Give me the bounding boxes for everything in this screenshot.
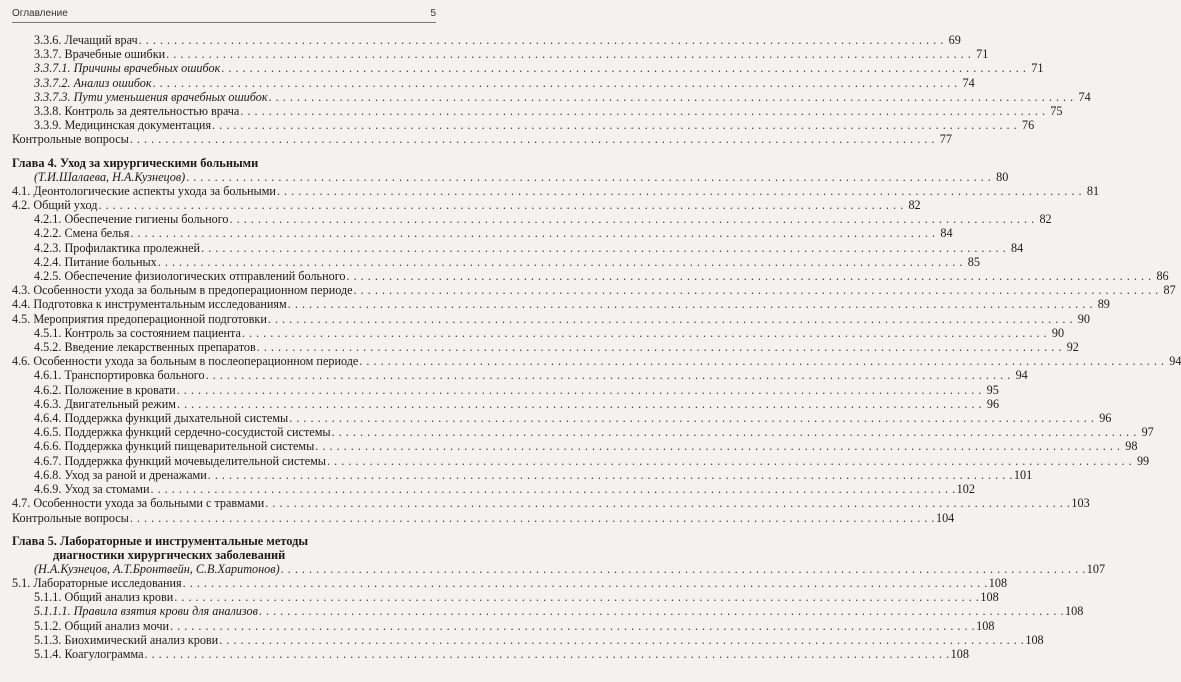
- toc-entry-title: 4.4. Подготовка к инструментальным исследованиям: [12, 297, 287, 312]
- page-header: [12, 8, 436, 23]
- toc-entry[interactable]: [12, 575, 1008, 590]
- toc-entry[interactable]: [12, 297, 1110, 312]
- toc-entry[interactable]: [12, 396, 1000, 411]
- toc-entry-page: 92: [1066, 340, 1079, 355]
- toc-entry-page: 108: [988, 575, 1008, 590]
- toc-entry[interactable]: [12, 269, 1169, 284]
- toc-entry[interactable]: [12, 604, 1084, 619]
- toc-entry[interactable]: [12, 425, 1154, 440]
- toc-entry-page: 75: [1050, 104, 1063, 119]
- toc-entry-title: Контрольные вопросы: [12, 510, 129, 525]
- toc-entry[interactable]: [12, 354, 1181, 369]
- toc-entry-title: 4.6. Особенности ухода за больным в послеоперационном периоде: [12, 354, 359, 369]
- toc-entry-title: 4.6.3. Двигательный режим: [34, 396, 176, 411]
- toc-entry-title: 5.1.4. Коагулограмма: [34, 646, 144, 661]
- leader-dots: [177, 383, 982, 397]
- toc-entry-title: 5.1.1.1. Правила взятия крови для анализов: [34, 604, 258, 619]
- toc-entry-title: 4.6.9. Уход за стомами: [34, 482, 150, 497]
- toc-entry[interactable]: [12, 311, 1090, 326]
- leader-dots: [257, 340, 1062, 354]
- toc-entry-page: 84: [940, 226, 953, 241]
- toc-entry-page: 99: [1136, 453, 1150, 468]
- toc-entry-page: 84: [1011, 240, 1024, 255]
- toc-entry-page: 104: [935, 510, 955, 525]
- toc-entry[interactable]: [12, 439, 1138, 454]
- toc-entry-title: 4.2.2. Смена белья: [34, 226, 130, 241]
- toc-entry-title: 4.5.2. Введение лекарственных препаратов: [34, 340, 256, 355]
- toc-entry-page: 82: [908, 198, 921, 213]
- toc-entry-page: 96: [986, 396, 1000, 411]
- toc-entry-page: 108: [980, 590, 999, 605]
- chapter-4-entries: [12, 183, 1181, 525]
- leader-dots: [212, 118, 1017, 132]
- toc-entry[interactable]: [12, 340, 1079, 355]
- toc-entry-title: 3.3.7.2. Анализ ошибок: [34, 75, 152, 90]
- chapter-5-title-line2: диагностики хирургических заболеваний: [53, 547, 286, 562]
- toc-entry-title: 4.2.5. Обеспечение физиологических отправлений больного: [34, 269, 346, 284]
- leader-dots: [289, 411, 1094, 425]
- toc-entry-page: 81: [1086, 183, 1100, 198]
- toc-entry[interactable]: [12, 368, 1028, 383]
- toc-entry-title: 5.1.2. Общий анализ мочи: [34, 618, 170, 633]
- leader-dots: [139, 33, 944, 47]
- toc-entry-title: 5.1. Лабораторные исследования: [12, 575, 182, 590]
- toc-entry-title: 4.6.1. Транспортировка больного: [34, 368, 205, 383]
- toc-entry-page: 98: [1125, 439, 1138, 454]
- toc-entry[interactable]: [12, 325, 1065, 340]
- chapter-4-authors: (Т.И.Шалаева, Н.А.Кузнецов): [34, 169, 186, 184]
- section-3-entries: [12, 33, 1091, 147]
- toc-entry-page: 87: [1163, 283, 1176, 298]
- toc-entry-title: 4.5. Мероприятия предоперационной подготовки: [12, 311, 267, 326]
- chapter-5-title-line1: Глава 5. Лабораторные и инструментальные методы: [12, 533, 309, 548]
- toc-entry-title: 4.2.3. Профилактика пролежней: [34, 240, 201, 255]
- chapter-5-authors-row[interactable]: [12, 561, 1106, 576]
- leader-dots: [269, 90, 1074, 104]
- toc-entry[interactable]: [12, 226, 953, 241]
- toc-entry-page: 71: [1031, 61, 1044, 76]
- toc-entry-page: 77: [939, 132, 952, 147]
- toc-entry[interactable]: [12, 411, 1112, 426]
- toc-entry-page: 85: [967, 254, 980, 269]
- leader-dots: [265, 496, 1070, 510]
- toc-entry-page: 103: [1071, 496, 1090, 511]
- toc-entry-page: 74: [962, 75, 975, 90]
- toc-entry-title: 4.2.4. Питание больных: [34, 254, 157, 269]
- toc-entry-title: 4.3. Особенности ухода за больным в предоперационном периоде: [12, 283, 353, 298]
- leader-dots: [130, 132, 935, 146]
- page-number: 5: [430, 8, 436, 19]
- leader-dots: [158, 255, 963, 269]
- toc-entry[interactable]: [12, 632, 1044, 647]
- toc-entry-page: 95: [986, 382, 999, 397]
- toc-entry-page: 74: [1078, 89, 1091, 104]
- toc-entry-title: 3.3.7.1. Причины врачебных ошибок: [34, 61, 221, 76]
- toc-entry[interactable]: [12, 618, 995, 633]
- leader-dots: [359, 354, 1164, 368]
- leader-dots: [206, 368, 1011, 382]
- toc-entry-title: 4.6.5. Поддержка функций сердечно-сосудистой системы: [34, 425, 331, 440]
- toc-entry[interactable]: [12, 240, 1024, 255]
- table-of-contents: [12, 33, 1181, 661]
- toc-entry-title: 4.2. Общий уход: [12, 198, 98, 213]
- leader-dots: [166, 47, 971, 61]
- leader-dots: [268, 312, 1073, 326]
- chapter-4-authors-page: 80: [996, 169, 1009, 184]
- toc-entry[interactable]: [12, 183, 1100, 198]
- chapter-5-entries: [12, 575, 1084, 661]
- toc-entry-title: 5.1.3. Биохимический анализ крови: [34, 632, 219, 647]
- toc-entry-page: 82: [1039, 212, 1052, 227]
- toc-entry[interactable]: [12, 75, 975, 90]
- leader-dots: [201, 241, 1006, 255]
- toc-entry-title: 3.3.7.3. Пути уменьшения врачебных ошибок: [34, 89, 268, 104]
- leader-dots: [315, 439, 1120, 453]
- leader-dots: [354, 283, 1159, 297]
- toc-entry-page: 90: [1051, 325, 1065, 340]
- toc-entry-page: 108: [976, 618, 995, 633]
- toc-entry-page: 86: [1156, 269, 1169, 284]
- toc-entry-title: 3.3.9. Медицинская документация: [34, 118, 212, 133]
- toc-entry-page: 90: [1077, 311, 1090, 326]
- toc-entry-title: 4.6.8. Уход за раной и дренажами: [34, 467, 207, 482]
- toc-entry[interactable]: [12, 254, 980, 269]
- toc-entry[interactable]: [12, 33, 961, 47]
- toc-entry[interactable]: [12, 646, 969, 661]
- toc-entry-page: 89: [1097, 297, 1110, 312]
- leader-dots: [130, 511, 935, 525]
- leader-dots: [177, 397, 982, 411]
- toc-entry[interactable]: [12, 132, 952, 147]
- leader-dots: [186, 170, 991, 184]
- toc-entry-page: 76: [1022, 118, 1035, 133]
- leader-dots: [281, 562, 1086, 576]
- leader-dots: [277, 184, 1082, 198]
- leader-dots: [332, 425, 1137, 439]
- toc-entry[interactable]: [12, 482, 975, 497]
- leader-dots: [242, 326, 1047, 340]
- toc-entry-title: 4.6.4. Поддержка функций дыхательной системы: [34, 411, 289, 426]
- toc-entry[interactable]: [12, 453, 1150, 468]
- toc-entry[interactable]: [12, 61, 1044, 76]
- toc-entry[interactable]: [12, 89, 1091, 104]
- toc-entry[interactable]: [12, 104, 1063, 119]
- leader-dots: [327, 454, 1132, 468]
- toc-entry-title: 4.6.7. Поддержка функций мочевыделительной системы: [34, 453, 326, 468]
- leader-dots: [346, 269, 1151, 283]
- leader-dots: [98, 198, 903, 212]
- leader-dots: [221, 61, 1026, 75]
- leader-dots: [208, 468, 1013, 482]
- leader-dots: [219, 633, 1024, 647]
- leader-dots: [174, 590, 979, 604]
- toc-entry-title: 3.3.8. Контроль за деятельностью врача: [34, 104, 240, 119]
- toc-entry-page: 108: [1065, 604, 1084, 619]
- toc-entry-page: 94: [1169, 354, 1181, 369]
- leader-dots: [240, 104, 1045, 118]
- toc-entry[interactable]: [12, 47, 989, 62]
- leader-dots: [288, 297, 1093, 311]
- toc-entry-title: 4.5.1. Контроль за состоянием пациента: [34, 325, 241, 340]
- chapter-5-authors-page: 107: [1086, 561, 1106, 576]
- toc-entry-page: 102: [956, 482, 975, 497]
- toc-entry-title: Контрольные вопросы: [12, 132, 129, 147]
- leader-dots: [144, 647, 949, 661]
- toc-entry-title: 4.2.1. Обеспечение гигиены больного: [34, 212, 229, 227]
- toc-entry-title: 4.6.2. Положение в кровати: [34, 382, 176, 397]
- leader-dots: [150, 482, 955, 496]
- leader-dots: [170, 619, 975, 633]
- toc-entry[interactable]: [12, 510, 955, 525]
- toc-entry[interactable]: [12, 212, 1052, 227]
- toc-entry[interactable]: [12, 198, 921, 213]
- toc-entry-page: 71: [976, 47, 989, 62]
- toc-entry-title: 4.6.6. Поддержка функций пищеварительной системы: [34, 439, 315, 454]
- toc-entry-title: 4.7. Особенности ухода за больными с травмами: [12, 496, 265, 511]
- running-head: Оглавление: [12, 8, 68, 19]
- toc-entry-page: 108: [950, 646, 969, 661]
- leader-dots: [153, 76, 958, 90]
- chapter-5-authors: (Н.А.Кузнецов, А.Т.Бронтвейн, С.В.Харитонов): [34, 561, 280, 576]
- toc-entry-title: 4.1. Деонтологические аспекты ухода за больными: [12, 183, 276, 198]
- leader-dots: [259, 604, 1064, 618]
- leader-dots: [183, 576, 988, 590]
- toc-entry-page: 108: [1025, 632, 1044, 647]
- toc-entry-page: 69: [948, 33, 961, 47]
- toc-entry[interactable]: [12, 382, 999, 397]
- toc-entry[interactable]: [12, 118, 1035, 133]
- toc-entry[interactable]: [12, 590, 999, 605]
- chapter-4-title: Глава 4. Уход за хирургическими больными: [12, 155, 259, 170]
- toc-entry[interactable]: [12, 283, 1176, 298]
- toc-entry-page: 96: [1099, 411, 1112, 426]
- toc-entry-page: 97: [1141, 425, 1154, 440]
- toc-entry-page: 94: [1015, 368, 1028, 383]
- toc-entry-title: 3.3.7. Врачебные ошибки: [34, 47, 166, 62]
- toc-entry-title: 5.1.1. Общий анализ крови: [34, 590, 174, 605]
- chapter-4-authors-row[interactable]: [12, 169, 1009, 184]
- leader-dots: [230, 212, 1035, 226]
- toc-entry[interactable]: [12, 496, 1090, 511]
- toc-entry-title: 3.3.6. Лечащий врач: [34, 33, 138, 47]
- toc-entry[interactable]: [12, 467, 1033, 482]
- leader-dots: [130, 226, 935, 240]
- toc-entry-page: 101: [1013, 467, 1033, 482]
